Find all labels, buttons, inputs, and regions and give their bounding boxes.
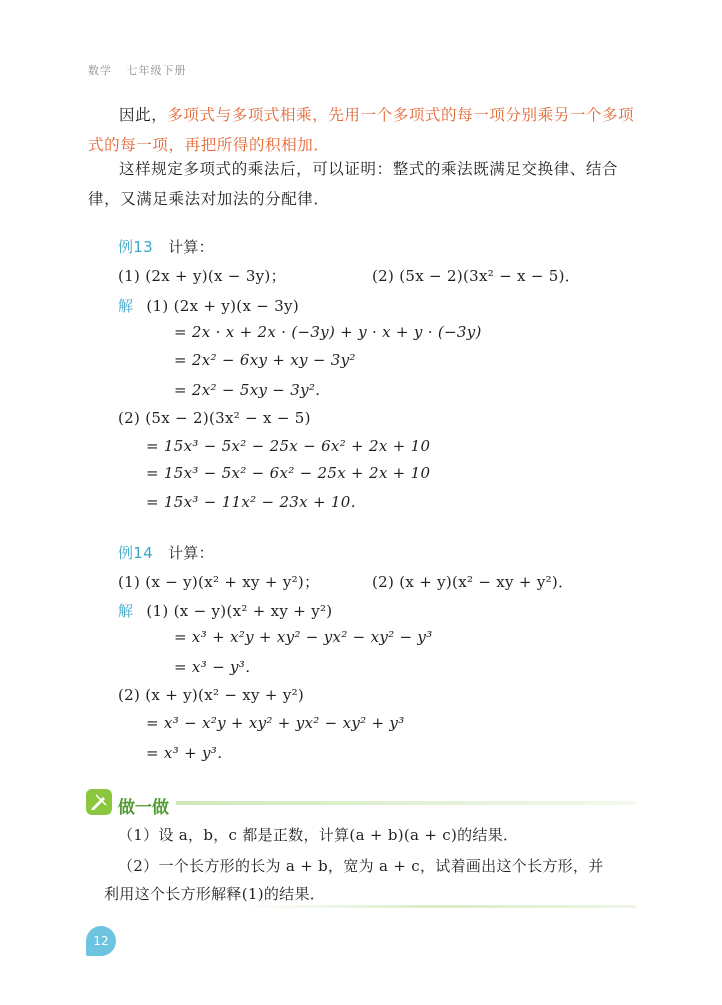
solution-label: 解 <box>118 602 134 620</box>
header-grade: 七年级下册 <box>126 64 187 77</box>
example-13-task: 计算： <box>168 238 214 256</box>
example-13-question-1: (1) (2x + y)(x − 3y)； <box>118 267 286 285</box>
section-bottom-divider <box>240 905 636 908</box>
running-header <box>88 62 197 78</box>
solution-1-expression: (1) (x − y)(x² + xy + y²) <box>146 602 333 620</box>
section-divider <box>176 801 636 805</box>
page-number: 12 <box>86 926 116 956</box>
example-13-solution-1-head <box>118 295 299 316</box>
header-subject: 数学 <box>88 64 112 77</box>
doit-item-2-continued: 利用这个长方形解释(1)的结果． <box>104 885 326 903</box>
solution-line: = x³ + y³． <box>146 744 233 762</box>
pencil-ruler-icon <box>86 789 112 815</box>
solution-line: = 15x³ − 5x² − 25x − 6x² + 2x + 10 <box>146 437 431 455</box>
solution-line: = 15x³ − 5x² − 6x² − 25x + 2x + 10 <box>146 464 431 482</box>
example-14-solution-2-head: (2) (x + y)(x² − xy + y²) <box>118 686 305 704</box>
example-13-question-2: (2) (5x − 2)(3x² − x − 5)． <box>372 267 581 285</box>
example-14-heading <box>118 542 214 563</box>
solution-line: = 2x² − 5xy − 3y²． <box>174 381 331 399</box>
multiplication-rule: 多项式与多项式相乘，先用一个多项式的每一项分别乘另一个多项式的每一项，再把所得的积相加． <box>88 106 635 154</box>
intro-paragraph-2 <box>88 154 648 214</box>
intro-lead: 因此， <box>119 106 168 124</box>
example-14-label: 例14 <box>118 544 153 562</box>
solution-line: = 2x² − 6xy + xy − 3y² <box>174 351 356 369</box>
example-13-label: 例13 <box>118 238 153 256</box>
example-14-question-2: (2) (x + y)(x² − xy + y²)． <box>372 573 574 591</box>
solution-line: = x³ − x²y + xy² + yx² − xy² + y³ <box>146 714 405 732</box>
example-13-heading <box>118 236 214 257</box>
section-title: 做一做 <box>118 798 169 818</box>
example-13-solution-2-head: (2) (5x − 2)(3x² − x − 5) <box>118 409 311 427</box>
intro-paragraph-2-text: 这样规定多项式的乘法后，可以证明：整式的乘法既满足交换律、结合律，又满足乘法对加法的分配律． <box>88 160 619 208</box>
doit-item-1: （1）设 a，b，c 都是正数，计算(a + b)(a + c)的结果． <box>118 826 519 844</box>
solution-line: = 15x³ − 11x² − 23x + 10． <box>146 493 366 511</box>
solution-line: = x³ + x²y + xy² − yx² − xy² − y³ <box>174 628 433 646</box>
doit-item-2: （2）一个长方形的长为 a + b，宽为 a + c，试着画出这个长方形，并 <box>118 857 604 875</box>
solution-line: = x³ − y³． <box>174 658 261 676</box>
example-14-question-1: (1) (x − y)(x² + xy + y²)； <box>118 573 320 591</box>
intro-paragraph-1 <box>88 100 648 160</box>
example-14-task: 计算： <box>168 544 214 562</box>
solution-label: 解 <box>118 297 134 315</box>
solution-line: = 2x · x + 2x · (−3y) + y · x + y · (−3y) <box>174 323 482 341</box>
example-14-solution-1-head <box>118 600 332 621</box>
solution-1-expression: (1) (2x + y)(x − 3y) <box>146 297 299 315</box>
